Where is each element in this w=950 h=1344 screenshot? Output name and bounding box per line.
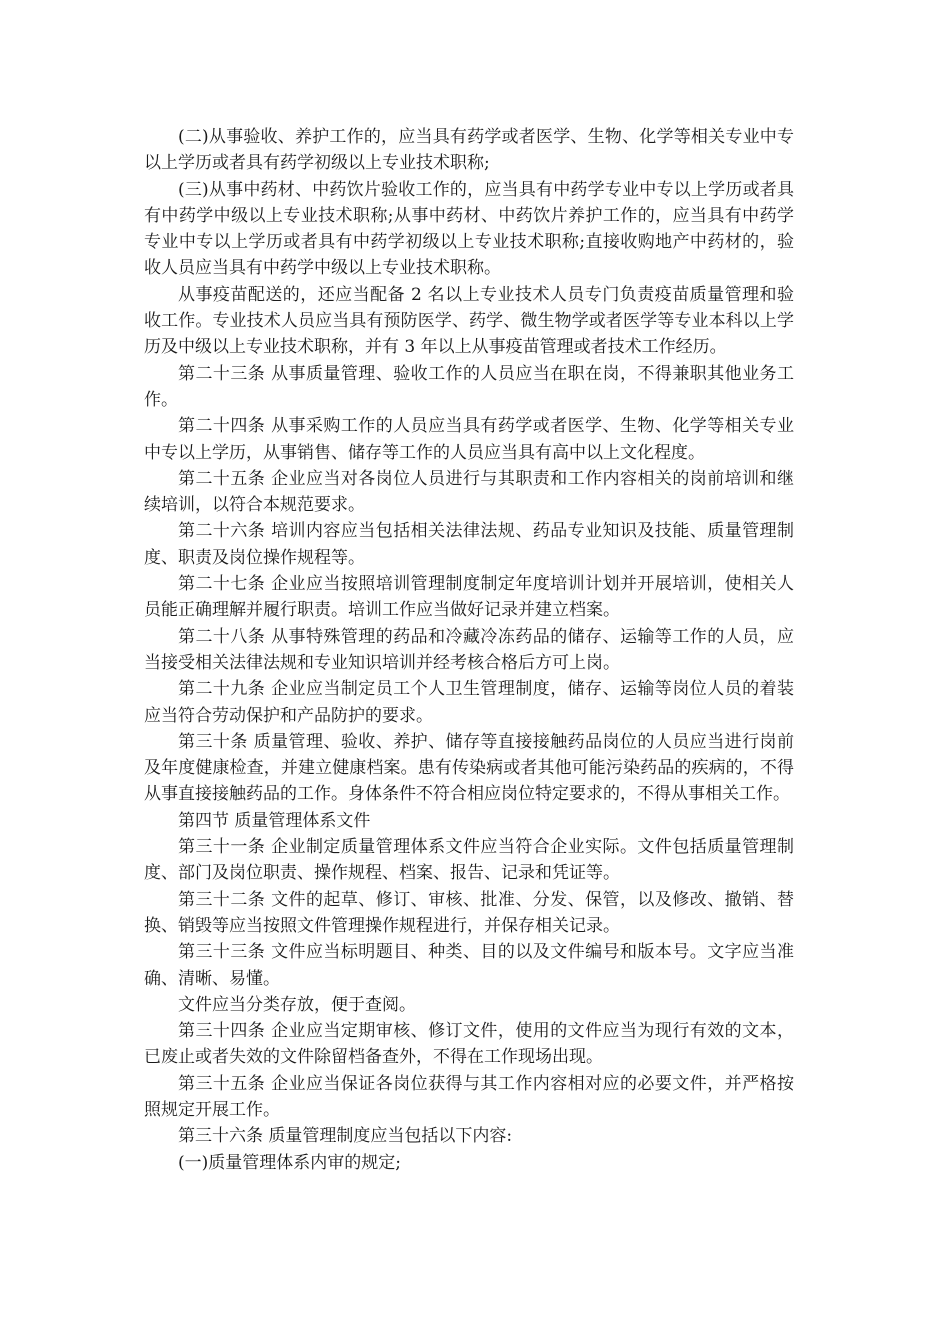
article-24: 第二十四条 从事采购工作的人员应当具有药学或者医学、生物、化学等相关专业中专以上学历，从事销售、储存等工作的人员应当具有高中以上文化程度。 xyxy=(144,416,794,463)
paragraph: 从事疫苗配送的，还应当配备 2 名以上专业技术人员专门负责疫苗质量管理和验收工作。专业技术人员应当具有预防医学、药学、微生物学或者医学等专业本科以上学历及中级以上专业技术职称，并有 3 年以上从事疫苗管理或者技术工作经历。 xyxy=(144,284,794,358)
paragraph: (二)从事验收、养护工作的，应当具有药学或者医学、生物、化学等相关专业中专以上学历或者具有药学初级以上专业技术职称; xyxy=(144,127,794,174)
article-25: 第二十五条 企业应当对各岗位人员进行与其职责和工作内容相关的岗前培训和继续培训，以符合本规范要求。 xyxy=(144,468,794,516)
section-heading: 第四节 质量管理体系文件 xyxy=(178,810,371,831)
document-page xyxy=(144,124,794,1176)
article-27: 第二十七条 企业应当按照培训管理制度制定年度培训计划并开展培训，使相关人员能正确理解并履行职责。培训工作应当做好记录并建立档案。 xyxy=(144,574,794,621)
article-36: 第三十六条 质量管理制度应当包括以下内容: xyxy=(178,1126,513,1147)
article-34: 第三十四条 企业应当定期审核、修订文件，使用的文件应当为现行有效的文本，已废止或者失效的文件除留档备查外，不得在工作现场出现。 xyxy=(144,1021,794,1068)
article-31: 第三十一条 企业制定质量管理体系文件应当符合企业实际。文件包括质量管理制度、部门及岗位职责、操作规程、档案、报告、记录和凭证等。 xyxy=(144,837,794,884)
article-32: 第三十二条 文件的起草、修订、审核、批准、分发、保管，以及修改、撤销、替换、销毁等应当按照文件管理操作规程进行，并保存相关记录。 xyxy=(144,889,794,936)
article-28: 第二十八条 从事特殊管理的药品和冷藏冷冻药品的储存、运输等工作的人员，应当接受相关法律法规和专业知识培训并经考核合格后方可上岗。 xyxy=(144,626,794,673)
list-item: (一)质量管理体系内审的规定; xyxy=(178,1152,401,1173)
paragraph: (三)从事中药材、中药饮片验收工作的，应当具有中药学专业中专以上学历或者具有中药学中级以上专业技术职称;从事中药材、中药饮片养护工作的，应当具有中药学专业中专以上学历或者具有中药学初级以上专业技术职称;直接收购地产中药材的，验收人员应当具有中药学中级以上专业技术职称。 xyxy=(144,179,794,279)
paragraph: 文件应当分类存放，便于查阅。 xyxy=(178,994,416,1015)
article-26: 第二十六条 培训内容应当包括相关法律法规、药品专业知识及技能、质量管理制度、职责及岗位操作规程等。 xyxy=(144,521,794,568)
article-30: 第三十条 质量管理、验收、养护、储存等直接接触药品岗位的人员应当进行岗前及年度健康检查，并建立健康档案。患有传染病或者其他可能污染药品的疾病的，不得从事直接接触药品的工作。身体条件不符合相应岗位特定要求的，不得从事相关工作。 xyxy=(144,731,794,805)
article-23: 第二十三条 从事质量管理、验收工作的人员应当在职在岗，不得兼职其他业务工作。 xyxy=(144,363,794,410)
article-33: 第三十三条 文件应当标明题目、种类、目的以及文件编号和版本号。文字应当准确、清晰、易懂。 xyxy=(144,942,794,989)
article-29: 第二十九条 企业应当制定员工个人卫生管理制度，储存、运输等岗位人员的着装应当符合劳动保护和产品防护的要求。 xyxy=(144,679,794,726)
article-35: 第三十五条 企业应当保证各岗位获得与其工作内容相对应的必要文件，并严格按照规定开展工作。 xyxy=(144,1073,794,1120)
